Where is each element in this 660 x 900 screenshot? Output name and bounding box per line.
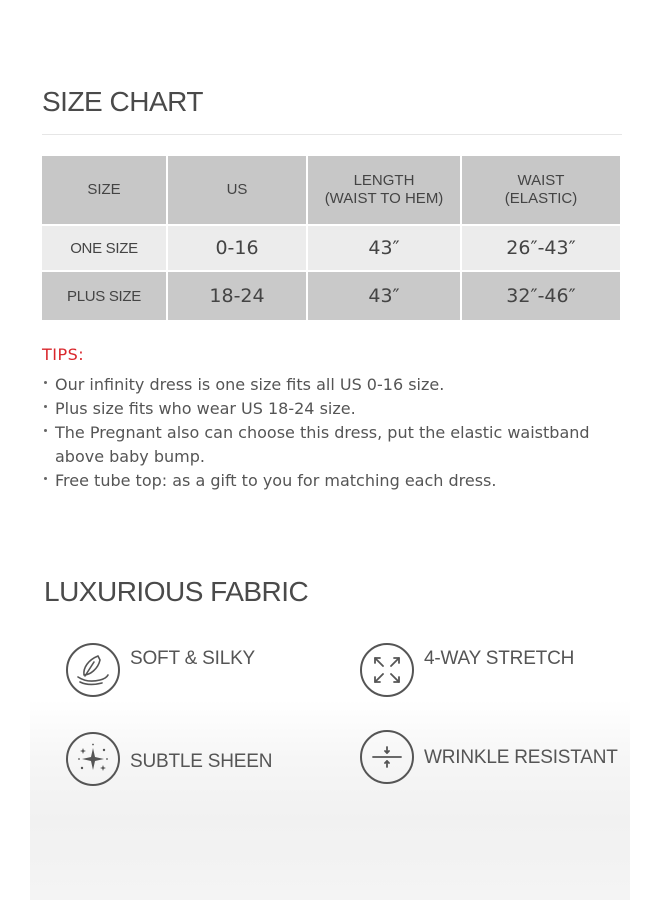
feature-4-way-stretch [360,643,574,697]
table-row [42,226,620,270]
cell-waist: 32″-46″ [462,272,620,320]
fabric-title: LUXURIOUS FABRIC [44,576,309,607]
feather-icon [66,643,120,697]
header-waist: WAIST (ELASTIC) [462,156,620,224]
cell-us: 0-16 [168,226,306,270]
list-item: Plus size fits who wear US 18-24 size. [42,397,627,421]
cell-size: ONE SIZE [42,226,166,270]
feature-soft-silky [66,643,255,697]
four-arrows-icon [360,643,414,697]
title-divider [42,134,622,135]
cell-length: 43″ [308,226,460,270]
cell-length: 43″ [308,272,460,320]
size-chart-title: SIZE CHART [42,86,203,117]
header-length: LENGTH (WAIST TO HEM) [308,156,460,224]
header-size: SIZE [42,156,166,224]
table-header-row [42,156,620,224]
tips-list [42,373,627,493]
table-row [42,272,620,320]
cell-us: 18-24 [168,272,306,320]
feature-label: SOFT & SILKY [130,648,256,669]
list-item: Free tube top: as a gift to you for matching each dress. [42,469,627,493]
sparkle-icon [66,732,120,786]
size-chart-table [40,154,622,322]
feature-wrinkle-resistant [360,730,618,784]
flat-line-icon [360,730,414,784]
feature-subtle-sheen [66,732,272,786]
feature-label: WRINKLE RESISTANT [424,747,618,768]
feature-label: SUBTLE SHEEN [130,751,273,772]
header-us: US [168,156,306,224]
list-item: The Pregnant also can choose this dress, put the elastic waistband above baby bump. [42,421,627,469]
cell-waist: 26″-43″ [462,226,620,270]
list-item: Our infinity dress is one size fits all US 0-16 size. [42,373,627,397]
tips-label: TIPS: [42,345,85,364]
cell-size: PLUS SIZE [42,272,166,320]
feature-label: 4-WAY STRETCH [424,648,575,669]
